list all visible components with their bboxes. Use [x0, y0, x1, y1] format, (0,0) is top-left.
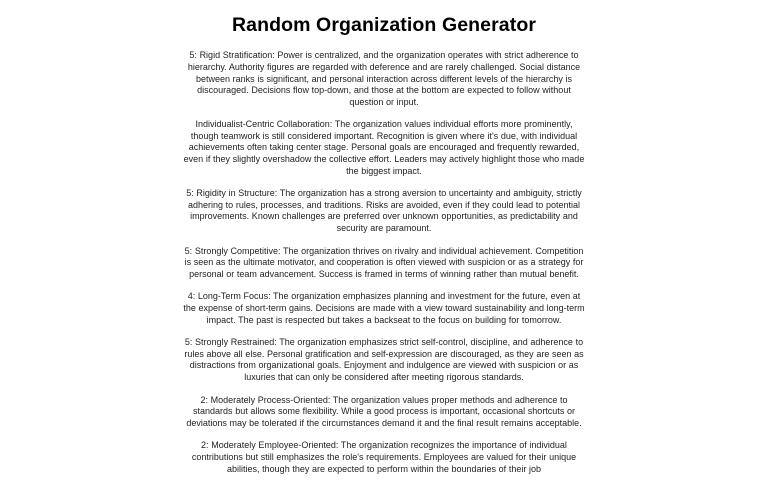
result-paragraph-rigid-stratification: 5: Rigid Stratification: Power is centralized, and the organization operates with strict adherence to hierarchy. Authority figures are regarded with deference and are rarely challenged. Social distance between ranks is significant, and personal interaction across different levels of the hierarchy is discouraged. Decisions flow top-down, and those at the bottom are expected to follow without question or input.	[187, 50, 581, 107]
page-title: Random Organization Generator	[231, 14, 537, 36]
results-list	[183, 38, 585, 475]
result-paragraph-strongly-restrained: 5: Strongly Restrained: The organization emphasizes strict self-control, discipline, and adherence to rules above all else. Personal gratification and self-expression are discouraged, as they are seen as distractions from organizational goals. Enjoyment and indulgence are viewed with suspicion or as luxuries that can only be considered after meeting rigorous standards.	[184, 337, 584, 382]
result-paragraph-strongly-competitive: 5: Strongly Competitive: The organization thrives on rivalry and individual achievement. Competition is seen as the ultimate motivator, and cooperation is often viewed with suspicion or as a strategy for personal or team advancement. Success is framed in terms of winning rather than mutual benefit.	[184, 245, 584, 279]
result-paragraph-individualist-centric-collaboration: Individualist-Centric Collaboration: The organization values individual efforts more prominently, though teamwork is still considered important. Recognition is given where it's due, with individual achievements often taking center stage. Personal goals are encouraged and frequently rewarded, even if they slightly overshadow the collective effort. Leaders may actively highlight those who made the biggest impact.	[183, 119, 585, 176]
result-paragraph-moderately-employee-oriented: 2: Moderately Employee-Oriented: The organization recognizes the importance of individual contributions but still emphasizes the role's requirements. Employees are valued for their unique abilities, though they are expected to perform within the boundaries of their job	[191, 440, 577, 474]
result-paragraph-rigidity-in-structure: 5: Rigidity in Structure: The organization has a strong aversion to uncertainty and ambiguity, strictly adhering to rules, processes, and traditions. Risks are avoided, even if they could lead to potential improvements. Known challenges are preferred over unknown opportunities, as predictability and security are paramount.	[186, 188, 582, 234]
result-paragraph-moderately-process-oriented: 2: Moderately Process-Oriented: The organization values proper methods and adherence to standards but allows some flexibility. While a good process is important, occasional shortcuts or deviations may be tolerated if the circumstances demand it and the final result remains acceptable.	[186, 394, 582, 428]
result-paragraph-long-term-focus: 4: Long-Term Focus: The organization emphasizes planning and investment for the future, even at the expense of short-term gains. Decisions are made with a view toward sustainability and long-term impact. The past is respected but takes a backseat to the focus on building for tomorrow.	[183, 291, 585, 325]
